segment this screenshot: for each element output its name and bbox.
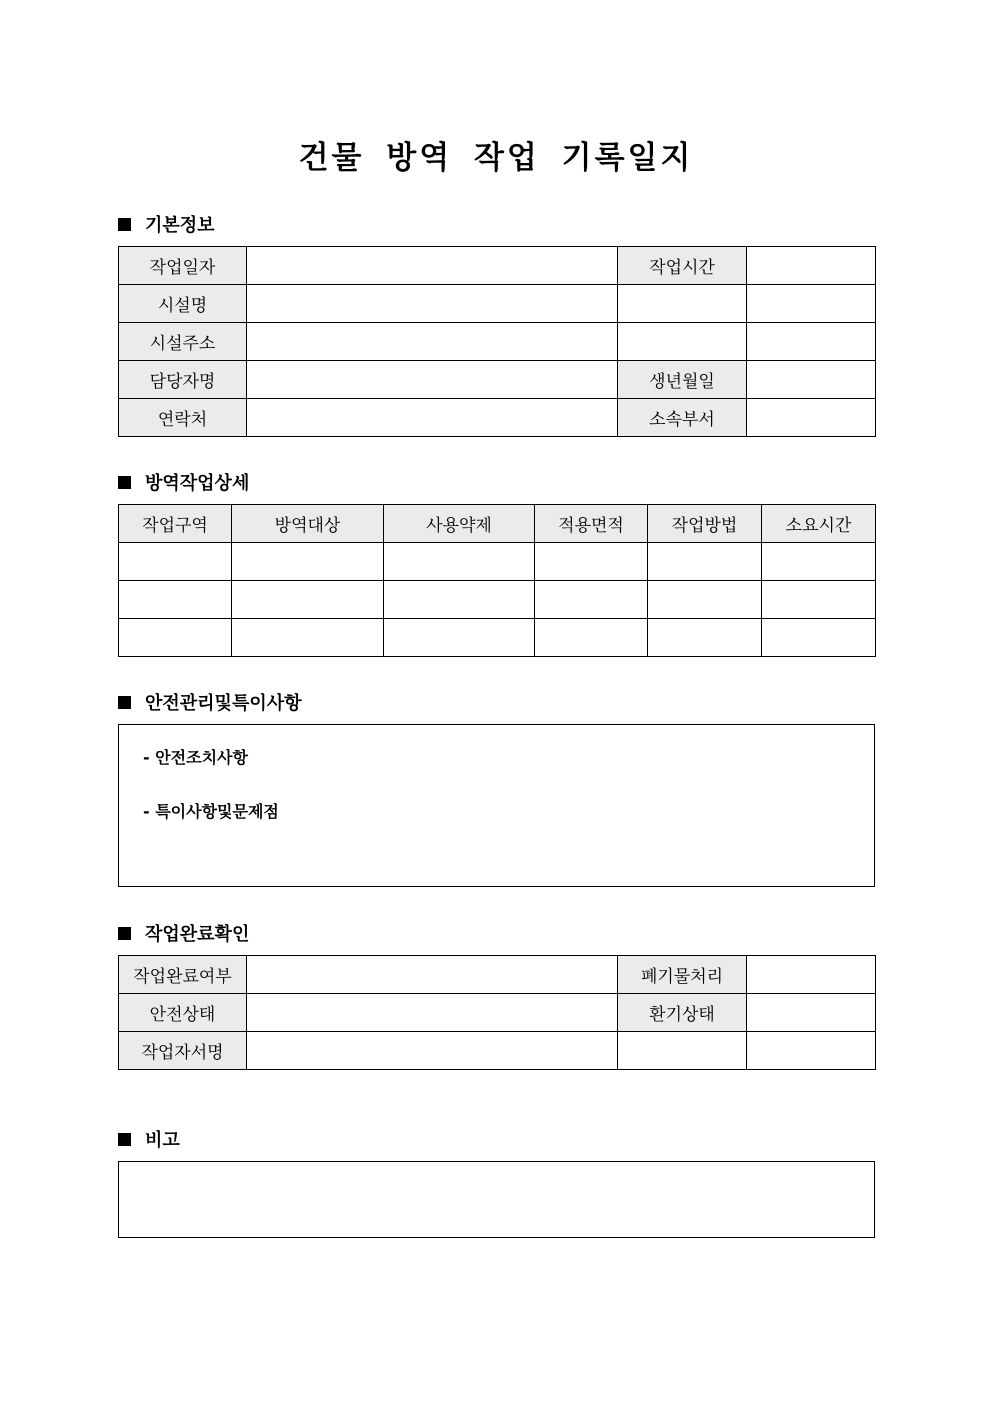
square-bullet-icon <box>118 218 131 231</box>
completion-table <box>118 955 876 1070</box>
remarks-box[interactable] <box>118 1161 875 1238</box>
square-bullet-icon <box>118 696 131 709</box>
section-heading-remarks <box>118 1127 180 1151</box>
header-method: 작업방법 <box>648 505 762 543</box>
table-cell[interactable] <box>232 581 384 619</box>
page-title: 건물 방역 작업 기록일지 <box>298 140 694 176</box>
empty-cell[interactable] <box>747 1032 876 1070</box>
table-row <box>119 1032 876 1070</box>
table-cell[interactable] <box>384 543 535 581</box>
label-work-date: 작업일자 <box>119 247 247 285</box>
header-chemical: 사용약제 <box>384 505 535 543</box>
empty-cell[interactable] <box>618 323 747 361</box>
header-duration: 소요시간 <box>762 505 876 543</box>
table-cell[interactable] <box>535 543 648 581</box>
department-field[interactable] <box>747 399 876 437</box>
table-row <box>119 619 876 657</box>
table-cell[interactable] <box>384 619 535 657</box>
label-ventilation: 환기상태 <box>618 994 747 1032</box>
table-cell[interactable] <box>762 581 876 619</box>
label-facility-address: 시설주소 <box>119 323 247 361</box>
label-department: 소속부서 <box>618 399 747 437</box>
ventilation-field[interactable] <box>747 994 876 1032</box>
work-complete-field[interactable] <box>247 956 618 994</box>
safety-measures-item: - 안전조치사항 <box>143 748 248 767</box>
table-row <box>119 994 876 1032</box>
section-heading-detail <box>118 470 249 494</box>
header-target: 방역대상 <box>232 505 384 543</box>
manager-name-field[interactable] <box>247 361 618 399</box>
basic-info-table <box>118 246 876 437</box>
work-time-field[interactable] <box>747 247 876 285</box>
table-cell[interactable] <box>384 581 535 619</box>
section-heading-completion <box>118 921 249 945</box>
birth-date-field[interactable] <box>747 361 876 399</box>
worker-signature-field[interactable] <box>247 1032 618 1070</box>
safety-notes-box[interactable] <box>118 724 875 887</box>
table-row <box>119 247 876 285</box>
facility-address-field[interactable] <box>247 323 618 361</box>
header-area: 적용면적 <box>535 505 648 543</box>
label-waste: 폐기물처리 <box>618 956 747 994</box>
table-cell[interactable] <box>232 543 384 581</box>
square-bullet-icon <box>118 927 131 940</box>
safety-status-field[interactable] <box>247 994 618 1032</box>
empty-cell[interactable] <box>618 1032 747 1070</box>
table-row <box>119 285 876 323</box>
table-row <box>119 361 876 399</box>
label-manager-name: 담당자명 <box>119 361 247 399</box>
table-row <box>119 581 876 619</box>
table-row <box>119 323 876 361</box>
empty-cell[interactable] <box>747 285 876 323</box>
detail-table <box>118 504 876 657</box>
table-cell[interactable] <box>648 543 762 581</box>
work-date-field[interactable] <box>247 247 618 285</box>
label-contact: 연락처 <box>119 399 247 437</box>
table-cell[interactable] <box>232 619 384 657</box>
section-heading-safety <box>118 690 302 714</box>
header-work-zone: 작업구역 <box>119 505 232 543</box>
square-bullet-icon <box>118 476 131 489</box>
table-row <box>119 956 876 994</box>
facility-name-field[interactable] <box>247 285 618 323</box>
label-safety-status: 안전상태 <box>119 994 247 1032</box>
table-row <box>119 399 876 437</box>
table-cell[interactable] <box>535 581 648 619</box>
table-cell[interactable] <box>762 543 876 581</box>
table-cell[interactable] <box>648 581 762 619</box>
label-facility-name: 시설명 <box>119 285 247 323</box>
label-work-complete: 작업완료여부 <box>119 956 247 994</box>
section-title: 기본정보 <box>145 215 215 236</box>
waste-field[interactable] <box>747 956 876 994</box>
table-cell[interactable] <box>648 619 762 657</box>
label-birth-date: 생년월일 <box>618 361 747 399</box>
empty-cell[interactable] <box>747 323 876 361</box>
table-row <box>119 543 876 581</box>
section-title: 방역작업상세 <box>145 473 250 494</box>
section-title: 비고 <box>145 1130 180 1151</box>
label-worker-signature: 작업자서명 <box>119 1032 247 1070</box>
section-title: 작업완료확인 <box>145 924 250 945</box>
table-cell[interactable] <box>119 581 232 619</box>
contact-field[interactable] <box>247 399 618 437</box>
table-cell[interactable] <box>119 543 232 581</box>
section-heading-basic <box>118 212 215 236</box>
table-cell[interactable] <box>762 619 876 657</box>
table-cell[interactable] <box>119 619 232 657</box>
table-cell[interactable] <box>535 619 648 657</box>
table-header-row <box>119 505 876 543</box>
issues-item: - 특이사항및문제점 <box>143 802 279 821</box>
label-work-time: 작업시간 <box>618 247 747 285</box>
square-bullet-icon <box>118 1133 131 1146</box>
empty-cell[interactable] <box>618 285 747 323</box>
section-title: 안전관리및특이사항 <box>145 693 302 714</box>
